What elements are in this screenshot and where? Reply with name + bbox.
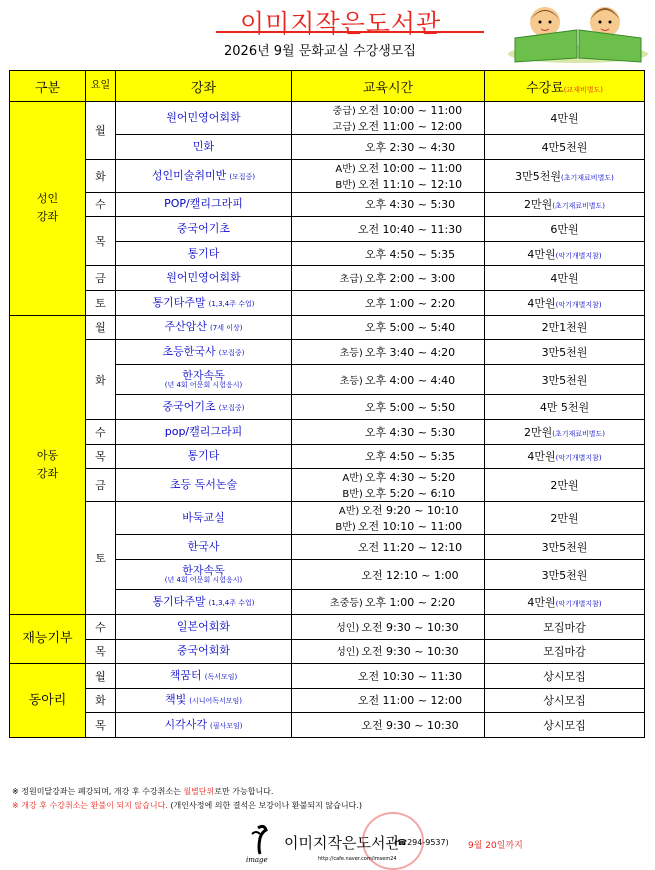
class-time-cell <box>292 364 485 395</box>
fee-cell <box>485 266 645 291</box>
section-label: 아동강좌 <box>10 315 86 614</box>
fee-cell <box>485 395 645 420</box>
class-time-cell <box>292 395 485 420</box>
fee-amount: 3만5천원 <box>541 373 588 387</box>
class-time-cell <box>292 688 485 713</box>
course-name: 중국어기초 <box>162 400 216 414</box>
time-slot <box>292 619 484 635</box>
title-underline <box>216 31 484 33</box>
fee-note: (초기재료비별도) <box>552 429 606 438</box>
course-name-cell <box>116 395 292 420</box>
course-name-cell <box>116 192 292 217</box>
fee-cell <box>485 639 645 664</box>
course-name-cell <box>116 241 292 266</box>
time-level <box>321 139 363 155</box>
cafe-url: http://cafe.naver.com/imsem24 <box>318 856 397 862</box>
time-slot <box>292 221 484 237</box>
time-level: 초등) <box>339 375 363 387</box>
fee-cell <box>485 688 645 713</box>
fee-amount: 2만원 <box>523 198 553 212</box>
fee-note: (악기개별지참) <box>555 300 602 309</box>
class-time-cell <box>292 102 485 135</box>
fee-amount: 2만원 <box>523 425 553 439</box>
course-note: (7세 이상) <box>210 324 243 333</box>
time-level <box>321 246 363 262</box>
time-slot <box>292 319 484 335</box>
time-level: 중급) <box>332 106 356 117</box>
class-schedule-table <box>9 70 645 738</box>
table-row <box>10 713 645 738</box>
fee-amount: 2만원 <box>550 479 579 493</box>
time-level: B반) <box>335 179 356 191</box>
course-name: 시각사각 <box>164 718 207 732</box>
day-label: 화 <box>86 340 116 420</box>
course-name-cell <box>116 340 292 365</box>
course-name-cell <box>116 419 292 444</box>
fee-cell <box>485 614 645 639</box>
library-logo-icon <box>244 824 278 864</box>
page-subtitle: 2026년 9월 문화교실 수강생모집 <box>224 44 416 59</box>
fee-cell <box>485 241 645 266</box>
col-header-time: 교육시간 <box>292 71 485 102</box>
time-slot <box>292 295 484 311</box>
day-label: 금 <box>86 266 116 291</box>
fee-amount: 3만5천원 <box>541 345 588 359</box>
time-level <box>317 717 359 733</box>
class-time-cell <box>292 192 485 217</box>
time-slot <box>292 424 484 440</box>
class-time-cell <box>292 315 485 340</box>
time-slot <box>292 196 484 212</box>
course-note: (시니어독서모임) <box>189 697 243 706</box>
time-slot <box>292 643 484 659</box>
day-label: 수 <box>86 614 116 639</box>
time-range: 오후 4:30 ~ 5:20 <box>364 471 456 485</box>
class-time-cell <box>292 135 485 160</box>
class-time-cell <box>292 713 485 738</box>
time-range: 오전 10:10 ~ 11:00 <box>357 520 463 534</box>
fee-amount: 4만 5천원 <box>539 401 590 415</box>
time-range: 오후 4:50 ~ 5:35 <box>364 450 456 464</box>
logo-text: image <box>246 856 268 864</box>
fee-amount: 3만5천원 <box>541 568 588 582</box>
time-level <box>314 221 356 237</box>
fee-cell <box>485 102 645 135</box>
table-row <box>10 217 645 242</box>
day-label: 목 <box>86 217 116 266</box>
course-name: 원어민영어회화 <box>166 271 241 285</box>
fee-amount: 2만원 <box>550 512 579 526</box>
table-row <box>10 639 645 664</box>
class-time-cell <box>292 340 485 365</box>
time-range: 오전 11:20 ~ 12:10 <box>357 540 463 554</box>
course-name-cell <box>116 664 292 689</box>
fee-header-note: (교재비별도) <box>563 85 603 94</box>
footer-note-2-warning: ※ 개강 후 수강취소는 환불이 되지 않습니다. <box>12 801 168 810</box>
course-name: 한국사 <box>187 539 220 553</box>
day-label: 월 <box>86 664 116 689</box>
table-row <box>10 444 645 469</box>
course-note: (독서모임) <box>204 672 238 681</box>
time-range: 오전 10:30 ~ 11:30 <box>357 669 463 683</box>
course-note: (1,3,4주 수업) <box>208 299 255 308</box>
section-label: 동아리 <box>10 664 86 738</box>
table-row <box>10 688 645 713</box>
day-label: 목 <box>86 639 116 664</box>
time-slot <box>292 399 484 415</box>
table-row <box>10 192 645 217</box>
course-name: 초등 독서논술 <box>169 478 238 492</box>
fee-note: (초기재료비별도) <box>561 173 614 182</box>
fee-amount: 6만원 <box>550 222 579 236</box>
time-level <box>314 692 356 708</box>
course-name: 책꿈터 <box>169 668 202 682</box>
time-slot <box>292 160 484 176</box>
fee-amount: 모집마감 <box>543 645 586 659</box>
time-slot <box>292 176 484 192</box>
time-slot <box>292 692 484 708</box>
time-range: 오후 4:00 ~ 4:40 <box>364 373 456 387</box>
time-slot <box>292 469 484 485</box>
time-level: A반) <box>335 163 356 175</box>
fee-amount: 4만원 <box>550 272 579 286</box>
table-row <box>10 315 645 340</box>
table-row <box>10 102 645 135</box>
day-label: 월 <box>86 315 116 340</box>
page-title: 이미지작은도서관 <box>240 9 442 38</box>
footer-note-1-text: ※ 정원미달강좌는 폐강되며, 개강 후 수강취소는 <box>12 787 184 796</box>
fee-cell <box>485 535 645 560</box>
course-name-cell <box>116 135 292 160</box>
class-time-cell <box>292 266 485 291</box>
time-range: 오전 9:30 ~ 10:30 <box>361 620 459 634</box>
fee-cell <box>485 419 645 444</box>
col-header-day: 요일 <box>86 71 116 102</box>
table-row <box>10 266 645 291</box>
day-label: 목 <box>86 444 116 469</box>
course-name-cell <box>116 590 292 615</box>
time-level: 초등) <box>339 347 363 359</box>
course-name: 중국어회화 <box>176 644 231 658</box>
time-level <box>314 668 356 684</box>
time-level <box>321 448 363 464</box>
course-name-cell <box>116 315 292 340</box>
course-name: 바둑교실 <box>182 511 225 525</box>
fee-cell <box>485 340 645 365</box>
footer-note-1-text-end: 로만 가능합니다. <box>214 787 274 796</box>
fee-cell <box>485 590 645 615</box>
course-name: 통기타 <box>187 246 220 260</box>
fee-cell <box>485 469 645 502</box>
day-label: 목 <box>86 713 116 738</box>
fee-cell <box>485 290 645 315</box>
footer-note-1 <box>12 786 273 797</box>
table-row <box>10 340 645 365</box>
course-name-cell <box>116 102 292 135</box>
fee-note: (악기개별지참) <box>555 600 602 609</box>
time-range: 오후 2:30 ~ 4:30 <box>364 140 456 154</box>
class-time-cell <box>292 290 485 315</box>
day-label: 화 <box>86 159 116 192</box>
course-name: 책빛 <box>164 693 187 707</box>
course-name-cell <box>116 159 292 192</box>
time-slot <box>292 118 484 134</box>
time-range: 오후 4:30 ~ 5:30 <box>364 198 456 212</box>
time-level: 성인) <box>336 622 360 634</box>
time-range: 오후 4:30 ~ 5:30 <box>364 425 456 439</box>
class-time-cell <box>292 664 485 689</box>
class-time-cell <box>292 559 485 590</box>
time-range: 오전 10:40 ~ 11:30 <box>357 222 463 236</box>
library-name: 이미지작은도서관 <box>284 834 400 852</box>
col-header-section: 구분 <box>10 71 86 102</box>
fee-amount: 4만원 <box>527 296 556 310</box>
table-header-row <box>10 71 645 102</box>
time-range: 오후 5:00 ~ 5:50 <box>364 401 456 415</box>
time-range: 오전 11:00 ~ 12:00 <box>357 120 463 133</box>
course-name: 초등한국사 <box>162 344 216 358</box>
time-slot <box>292 485 484 501</box>
fee-amount: 4만원 <box>550 112 579 125</box>
course-name-cell <box>116 688 292 713</box>
time-slot <box>292 539 484 555</box>
course-name: 원어민영어회화 <box>166 110 241 124</box>
fee-cell <box>485 217 645 242</box>
class-time-cell <box>292 241 485 266</box>
fee-cell <box>485 159 645 192</box>
class-time-cell <box>292 469 485 502</box>
day-label: 수 <box>86 192 116 217</box>
time-slot <box>292 717 484 733</box>
table-row <box>10 419 645 444</box>
reading-children-illustration <box>505 0 651 64</box>
time-level <box>321 424 363 440</box>
day-label: 화 <box>86 688 116 713</box>
course-name-cell <box>116 469 292 502</box>
course-name-cell <box>116 614 292 639</box>
table-row <box>10 469 645 502</box>
col-header-fee <box>485 71 645 102</box>
day-label: 금 <box>86 469 116 502</box>
time-slot <box>292 567 484 583</box>
course-name-cell <box>116 364 292 395</box>
registration-deadline: 9월 20일까지 <box>468 841 523 851</box>
section-label: 성인강좌 <box>10 102 86 316</box>
time-level <box>321 399 363 415</box>
time-level <box>317 567 359 583</box>
fee-amount: 4만원 <box>527 450 556 464</box>
course-name: 중국어기초 <box>176 221 231 235</box>
time-range: 오후 3:40 ~ 4:20 <box>364 345 456 359</box>
time-level: 고급) <box>332 122 356 133</box>
course-name: 한자속독 <box>182 563 225 577</box>
time-range: 오후 1:00 ~ 2:20 <box>364 596 456 610</box>
fee-amount: 2만1천원 <box>541 321 588 335</box>
course-name-cell <box>116 217 292 242</box>
course-name: pop/캘리그라피 <box>164 424 243 438</box>
time-level: B반) <box>342 489 363 501</box>
course-name-cell <box>116 535 292 560</box>
time-range: 오후 5:00 ~ 5:40 <box>364 321 456 335</box>
course-subnote: (년 4회 어문회 시험응시) <box>164 380 243 389</box>
fee-amount: 상시모집 <box>543 719 586 733</box>
course-name: POP/캘리그라피 <box>164 197 243 211</box>
class-time-cell <box>292 639 485 664</box>
table-row <box>10 502 645 535</box>
fee-amount: 모집마감 <box>543 620 586 634</box>
section-label: 재능기부 <box>10 614 86 663</box>
footer-note-1-highlight: 월별단위 <box>183 787 215 796</box>
time-level: 성인) <box>336 647 360 659</box>
course-note: (필사모임) <box>210 722 243 731</box>
table-row <box>10 159 645 192</box>
fee-cell <box>485 444 645 469</box>
time-level <box>321 295 363 311</box>
course-note: (1,3,4주 수업) <box>208 599 255 608</box>
time-range: 오전 9:30 ~ 10:30 <box>361 645 459 659</box>
fee-cell <box>485 502 645 535</box>
library-phone: (☎294-9537) <box>394 838 449 847</box>
time-level: 초급) <box>339 274 363 286</box>
time-level: A반) <box>342 473 363 485</box>
class-time-cell <box>292 614 485 639</box>
time-level: 초중등) <box>329 598 363 610</box>
fee-amount: 상시모집 <box>543 669 586 683</box>
course-subnote: (년 4회 어문회 시험응시) <box>164 575 243 584</box>
course-name: 통기타주말 <box>152 295 206 309</box>
fee-amount: 상시모집 <box>543 694 586 708</box>
course-name: 성인미술취미반 <box>151 168 227 182</box>
fee-note: (초기재료비별도) <box>552 202 606 211</box>
time-range: 오후 4:50 ~ 5:35 <box>364 247 456 261</box>
course-name-cell <box>116 639 292 664</box>
day-label: 토 <box>86 290 116 315</box>
day-label: 토 <box>86 502 116 615</box>
time-slot <box>292 139 484 155</box>
course-name-cell <box>116 266 292 291</box>
fee-cell <box>485 364 645 395</box>
time-range: 오전 11:10 ~ 12:10 <box>357 177 463 191</box>
class-time-cell <box>292 217 485 242</box>
class-time-cell <box>292 590 485 615</box>
course-name-cell <box>116 290 292 315</box>
time-range: 오전 10:00 ~ 11:00 <box>357 104 463 117</box>
time-range: 오전 12:10 ~ 1:00 <box>361 568 459 582</box>
footer-note-2-text: (개인사정에 의한 결석은 보강이나 환불되지 않습니다.) <box>167 801 362 810</box>
course-name: 민화 <box>192 139 215 153</box>
time-range: 오후 1:00 ~ 2:20 <box>364 296 456 310</box>
course-name: 한자속독 <box>182 368 225 382</box>
time-slot <box>292 448 484 464</box>
fee-cell <box>485 713 645 738</box>
course-note: (모집중) <box>218 404 245 413</box>
time-slot <box>292 594 484 610</box>
fee-cell <box>485 315 645 340</box>
time-slot <box>292 102 484 118</box>
course-name: 통기타 <box>187 449 220 463</box>
fee-header-label: 수강료 <box>526 80 564 96</box>
time-slot <box>292 668 484 684</box>
fee-amount: 3만5천원 <box>515 169 562 183</box>
time-range: 오전 11:00 ~ 12:00 <box>357 694 463 708</box>
time-range: 오후 2:00 ~ 3:00 <box>364 272 456 286</box>
time-level: A반) <box>338 506 360 518</box>
class-time-cell <box>292 444 485 469</box>
course-name: 주산암산 <box>164 320 208 334</box>
time-slot <box>292 344 484 360</box>
course-name-cell <box>116 444 292 469</box>
fee-cell <box>485 559 645 590</box>
time-slot <box>292 270 484 286</box>
course-note: (모집중) <box>229 172 256 181</box>
time-slot <box>292 502 484 518</box>
time-range: 오전 9:20 ~ 10:10 <box>361 504 459 518</box>
time-range: 오전 9:30 ~ 10:30 <box>361 719 459 733</box>
table-row <box>10 664 645 689</box>
time-level <box>321 196 363 212</box>
course-name-cell <box>116 502 292 535</box>
fee-cell <box>485 664 645 689</box>
col-header-course: 강좌 <box>116 71 292 102</box>
fee-amount: 4만원 <box>527 596 556 610</box>
day-label: 월 <box>86 102 116 160</box>
fee-note: (악기개별지참) <box>555 454 602 463</box>
course-name: 일본어회화 <box>176 619 231 633</box>
course-name-cell <box>116 713 292 738</box>
time-slot <box>292 372 484 388</box>
fee-cell <box>485 135 645 160</box>
table-row <box>10 614 645 639</box>
fee-amount: 4만원 <box>527 247 556 261</box>
time-level <box>321 319 363 335</box>
fee-note: (악기개별지참) <box>555 251 602 260</box>
course-name-cell <box>116 559 292 590</box>
day-label: 수 <box>86 419 116 444</box>
course-name: 통기타주말 <box>152 595 206 609</box>
course-note: (모집중) <box>218 348 245 357</box>
time-level: B반) <box>335 522 356 534</box>
time-slot <box>292 518 484 534</box>
class-time-cell <box>292 535 485 560</box>
time-range: 오후 5:20 ~ 6:10 <box>364 487 456 501</box>
footer-note-2 <box>12 800 362 811</box>
time-slot <box>292 246 484 262</box>
time-range: 오전 10:00 ~ 11:00 <box>357 161 463 175</box>
table-row <box>10 290 645 315</box>
fee-amount: 3만5천원 <box>541 540 588 554</box>
fee-cell <box>485 192 645 217</box>
class-time-cell <box>292 159 485 192</box>
class-time-cell <box>292 419 485 444</box>
class-time-cell <box>292 502 485 535</box>
fee-amount: 4만5천원 <box>541 140 588 154</box>
time-level <box>314 539 356 555</box>
